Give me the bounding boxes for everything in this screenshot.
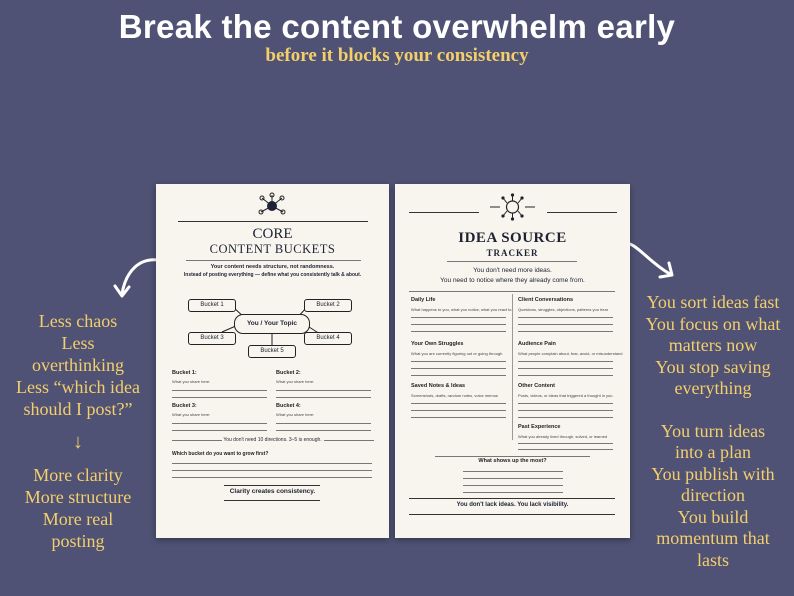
grow-question: Which bucket do you want to grow first? (172, 451, 269, 457)
shows-up-question: What shows up the most? (478, 458, 547, 464)
left-benefits (4, 310, 152, 552)
core-intro-1: Your content needs structure, not randomness. (210, 264, 335, 270)
center-topic-box: You / Your Topic (234, 314, 310, 334)
core-content-buckets-page (156, 184, 389, 538)
left-line: overthinking (32, 355, 124, 375)
saved-notes-label: Saved Notes & Ideas (411, 383, 466, 389)
right-line: You sort ideas fast (646, 292, 780, 312)
page-subtitle: before it blocks your consistency (265, 45, 529, 66)
bucket-4-hint: What you share here: (276, 412, 315, 417)
bucket-3-hint: What you share here: (172, 412, 211, 417)
saved-notes-hint: Screenshots, drafts, random notes, voice memos (411, 393, 498, 398)
down-arrow-icon: ↓ (73, 431, 83, 453)
left-line: posting (51, 531, 105, 551)
audience-pain-label: Audience Pain (518, 341, 556, 347)
audience-pain-hint: What people complain about, fear, avoid, or misunderstand (518, 351, 623, 356)
left-line: Less “which idea (16, 377, 140, 397)
bucket-2-box: Bucket 2 (304, 299, 352, 312)
bucket-1-box: Bucket 1 (188, 299, 236, 312)
idea-network-icon (490, 192, 535, 222)
left-line: Less (61, 333, 95, 353)
right-line: You stop saving (655, 356, 771, 377)
right-line: You publish with (651, 463, 775, 484)
right-line: direction (681, 485, 745, 505)
daily-life-label: Daily Life (411, 297, 436, 303)
left-line: More clarity (33, 465, 123, 485)
right-line: everything (674, 378, 752, 398)
right-line: You turn ideas (660, 420, 766, 441)
right-line: You focus on what (645, 313, 781, 334)
page-title: Break the content overwhelm early (118, 8, 676, 45)
right-benefits (634, 292, 792, 571)
client-conversations-label: Client Conversations (518, 297, 574, 303)
core-title-line2: CONTENT BUCKETS (209, 242, 336, 256)
buckets-note: You don't need 10 directions. 3–5 is enough. (223, 437, 322, 443)
bucket-2-hint: What you share here: (276, 379, 315, 384)
bucket-4-box: Bucket 4 (304, 332, 352, 345)
curved-arrow-left-icon (112, 250, 162, 302)
core-title-line1: CORE (252, 226, 293, 242)
bucket-5-box: Bucket 5 (248, 345, 296, 358)
right-line: You build (677, 506, 749, 527)
core-footer: Clarity creates consistency. (229, 488, 316, 495)
bucket-1-label: Bucket 1: (172, 370, 197, 376)
bucket-4-label: Bucket 4: (276, 403, 301, 409)
bucket-3-box: Bucket 3 (188, 332, 236, 345)
right-line: momentum that (656, 528, 770, 548)
left-line: Less chaos (38, 311, 118, 331)
idea-source-tracker-page (395, 184, 630, 538)
client-conversations-hint: Questions, struggles, objections, patterns you hear (518, 307, 609, 312)
own-struggles-hint: What you are currently figuring out or going through (411, 351, 503, 356)
tracker-title-line2: TRACKER (486, 248, 539, 258)
curved-arrow-right-icon (626, 240, 681, 285)
tracker-intro-1: You don't need more ideas. (473, 267, 552, 274)
right-line: lasts (696, 549, 729, 570)
daily-life-hint: What happens to you, what you notice, what you react to (411, 307, 512, 312)
past-experience-hint: What you already lived through, solved, or learned (518, 434, 608, 439)
right-line: into a plan (675, 442, 751, 462)
left-line: More real (42, 509, 114, 529)
bucket-1-hint: What you share here: (172, 379, 211, 384)
other-content-label: Other Content (518, 383, 555, 389)
bucket-3-label: Bucket 3: (172, 403, 197, 409)
bucket-2-label: Bucket 2: (276, 370, 301, 376)
tracker-intro-2: You need to notice where they already come from. (440, 277, 585, 284)
right-line: matters now (668, 335, 758, 355)
own-struggles-label: Your Own Struggles (411, 341, 464, 347)
tracker-title-line1: IDEA SOURCE (458, 230, 567, 246)
other-content-hint: Posts, videos, or ideas that triggered a thought in you (518, 393, 613, 398)
tracker-footer: You don't lack ideas. You lack visibility. (456, 502, 569, 508)
left-line: More structure (24, 487, 132, 507)
core-intro-2: Instead of posting everything — define what you consistently talk & about. (183, 272, 362, 278)
past-experience-label: Past Experience (518, 424, 561, 430)
left-line: should I post?” (23, 399, 133, 419)
